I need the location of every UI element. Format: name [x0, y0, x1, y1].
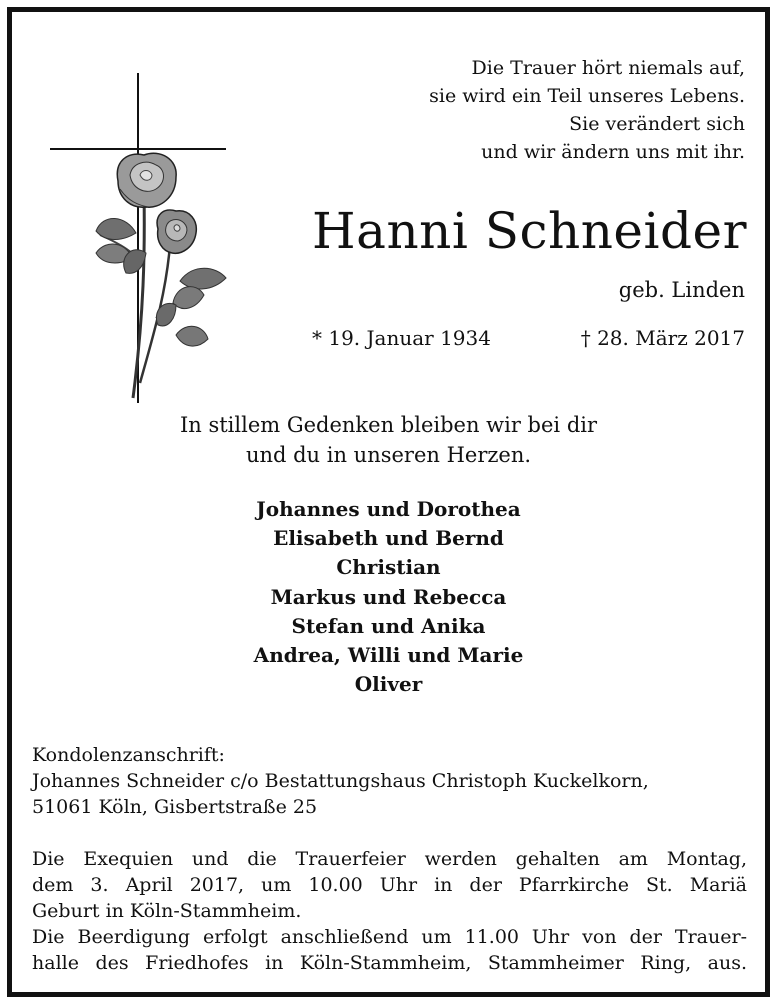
- mourner: Christian: [336, 555, 441, 580]
- mourner: Elisabeth und Bernd: [273, 526, 504, 551]
- mourners-list: [12, 495, 765, 699]
- deceased-name: Hanni Schneider: [312, 202, 747, 260]
- condolence-address: [32, 742, 747, 820]
- memory-line: In stillem Gedenken bleiben wir bei dir: [179, 413, 598, 437]
- service-line: Die Exequien und die Trauerfeier werden gehalten am Montag,: [32, 848, 747, 870]
- service-line: Geburt in Köln-Stammheim.: [32, 900, 302, 922]
- mourner: Markus und Rebecca: [270, 584, 507, 609]
- condolence-line: Johannes Schneider c/o Bestattungshaus Christoph Kuckelkorn,: [32, 770, 649, 792]
- cross-with-roses-icon: [48, 63, 238, 408]
- maiden-name: geb. Linden: [618, 278, 745, 302]
- condolence-line: 51061 Köln, Gisbertstraße 25: [32, 796, 318, 818]
- service-line: halle des Friedhofes in Köln-Stammheim, Stammheimer Ring, aus.: [32, 952, 747, 974]
- service-notice: [32, 846, 747, 976]
- verse-line: Die Trauer hört niemals auf,: [471, 57, 745, 79]
- mourner: Stefan und Anika: [291, 613, 486, 638]
- death-date: † 28. März 2017: [580, 326, 745, 350]
- verse: [429, 54, 745, 166]
- condolence-label: Kondolenzanschrift:: [32, 744, 225, 766]
- mourner: Andrea, Willi und Marie: [253, 643, 524, 668]
- mourner: Oliver: [354, 672, 423, 697]
- service-line: dem 3. April 2017, um 10.00 Uhr in der Pfarrkirche St. Mariä: [32, 874, 747, 896]
- verse-line: und wir ändern uns mit ihr.: [481, 141, 745, 163]
- memory-text: [12, 410, 765, 470]
- verse-line: Sie verändert sich: [569, 113, 745, 135]
- obituary-frame: [7, 7, 770, 997]
- verse-line: sie wird ein Teil unseres Lebens.: [429, 85, 745, 107]
- memory-line: und du in unseren Herzen.: [245, 443, 532, 467]
- mourner: Johannes und Dorothea: [256, 497, 521, 521]
- birth-date: * 19. Januar 1934: [312, 326, 491, 350]
- service-line: Die Beerdigung erfolgt anschließend um 11.00 Uhr von der Trauer-: [32, 926, 747, 948]
